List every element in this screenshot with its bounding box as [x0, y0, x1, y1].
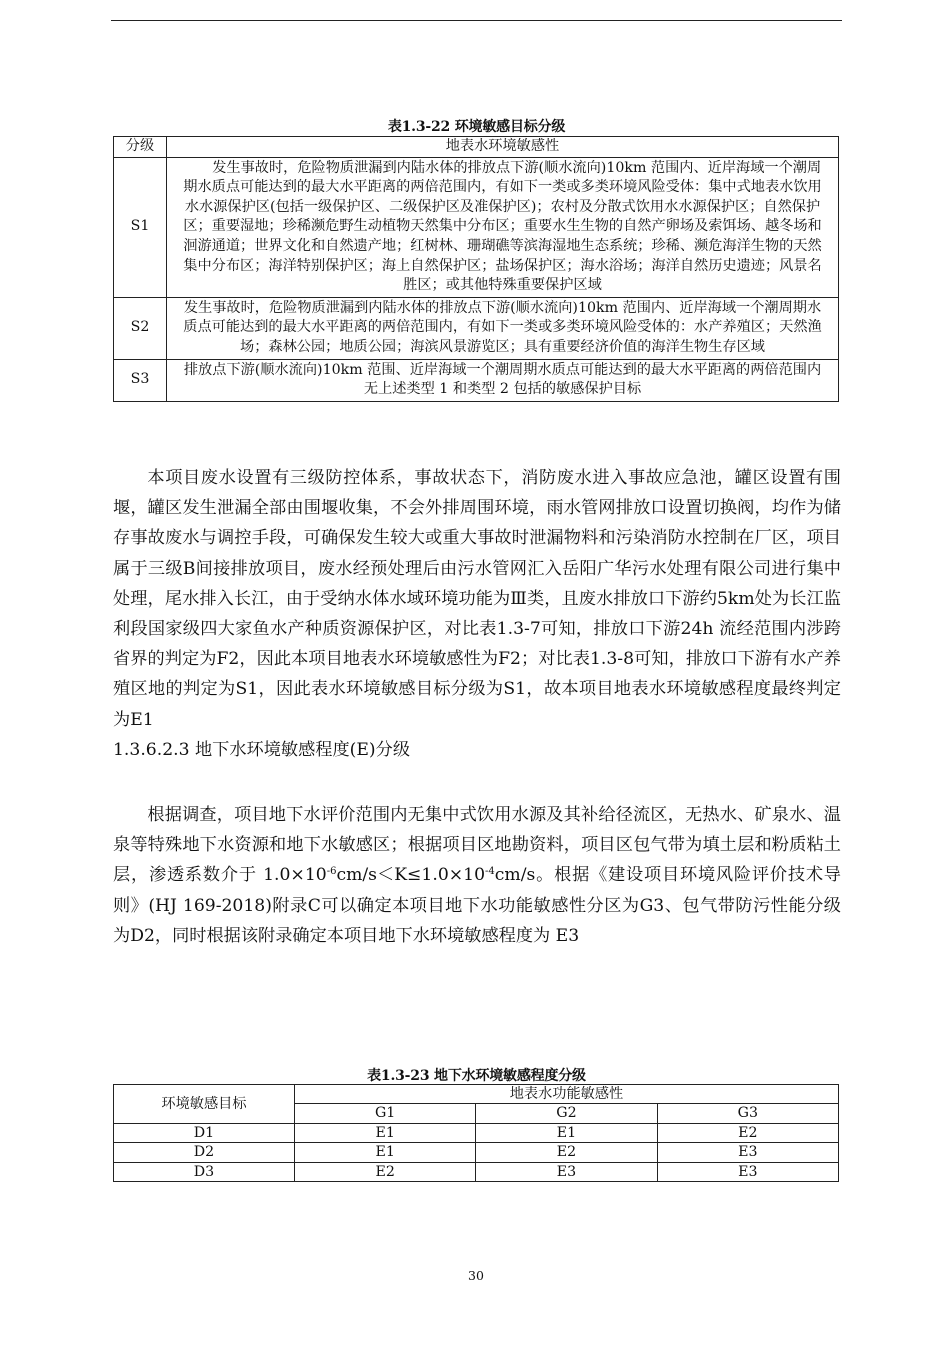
table-cell: E2: [657, 1123, 838, 1142]
row-level: S1: [114, 157, 167, 297]
row-header: 环境敏感目标: [114, 1085, 295, 1124]
exponent: -4: [485, 866, 495, 878]
table-cell: E3: [657, 1143, 838, 1162]
table-row: [114, 157, 839, 297]
section-heading: 1.3.6.2.3 地下水环境敏感程度(E)分级: [113, 739, 411, 760]
groundwater-sensitivity-table: [113, 1084, 839, 1182]
table-row: [114, 1143, 839, 1162]
table-row: [114, 1123, 839, 1142]
row-description: 排放点下游(顺水流向)10km 范围、近岸海域一个潮周期水质点可能达到的最大水平距离的两倍范围内无上述类型 1 和类型 2 包括的敏感保护目标: [167, 359, 839, 401]
table-cell: E3: [657, 1162, 838, 1181]
exponent: -6: [326, 866, 337, 878]
table-cell: E3: [476, 1162, 657, 1181]
row-label: D1: [114, 1123, 295, 1142]
header-rule: [111, 20, 842, 21]
table-cell: E1: [295, 1143, 476, 1162]
table-cell: E1: [476, 1123, 657, 1142]
col-header-sensitivity: 地表水环境敏感性: [167, 137, 839, 158]
table-cell: E1: [295, 1123, 476, 1142]
table-row: [114, 359, 839, 401]
table-row: [114, 1162, 839, 1181]
row-level: S2: [114, 297, 167, 359]
col-header: G2: [476, 1104, 657, 1123]
row-label: D3: [114, 1162, 295, 1181]
body-text-section-2: [113, 800, 841, 951]
paragraph: 本项目废水设置有三级防控体系，事故状态下，消防废水进入事故应急池，罐区设置有围堰，罐区发生泄漏全部由围堰收集，不会外排周围环境，雨水管网排放口设置切换阀，均作为储存事故废水与调控手段，可确保发生较大或重大事故时泄漏物料和污染消防水控制在厂区，项目属于三级B间接排放项目，废水经预处理后由污水管网汇入岳阳广华污水处理有限公司进行集中处理，尾水排入长江，由于受纳水体水域环境功能为Ⅲ类，且废水排放口下游约5km处为长江监利段国家级四大家鱼水产种质资源保护区，对比表1.3-7可知，排放口下游24h 流经范围内涉跨省界的判定为F2，因此本项目地表水环境敏感性为F2；对比表1.3-8可知，排放口下游有水产养殖区地的判定为S1，因此表水环境敏感目标分级为S1，故本项目地表水环境敏感程度最终判定为E1: [113, 468, 841, 730]
group-header: 地表水功能敏感性: [295, 1085, 839, 1104]
row-description: 发生事故时，危险物质泄漏到内陆水体的排放点下游(顺水流向)10km 范围内、近岸海域一个潮周期水质点可能达到的最大水平距离的两倍范围内，有如下一类或多类环境风险受体：集中式地表水饮用水水源保护区(包括一级保护区、二级保护区及准保护区)；农村及分散式饮用水水源保护区；自然保护区；重要湿地；珍稀濒危野生动植物天然集中分布区；重要水生生物的自然产卵场及索饵场、越冬场和洄游通道；世界文化和自然遗产地；红树林、珊瑚礁等滨海湿地生态系统；珍稀、濒危海洋生物的天然集中分布区；海洋特别保护区；海上自然保护区；盐场保护区；海水浴场；海洋自然历史遗迹；风景名胜区；或其他特殊重要保护区域: [167, 157, 839, 297]
page-number: 30: [468, 1268, 484, 1283]
table2-caption: 表1.3-23 地下水环境敏感程度分级: [367, 1068, 586, 1084]
body-text-section-1: [113, 463, 841, 765]
table-header-row: [114, 137, 839, 158]
paragraph: 根据调查，项目地下水评价范围内无集中式饮用水源及其补给径流区，无热水、矿泉水、温泉等特殊地下水资源和地下水敏感区；根据项目区地勘资料，项目区包气带为填土层和粉质粘土层，渗透系数介于 $1.0\times 10^{-6}cm/s<K\le 1.0\times 10^{-4}cm/s$。根据《建设项目环境风险评价技术导则》(HJ 169-2018)附录C可以确定本项目地下水功能敏感性分区为G3、包气带防污性能分级为D2，同时根据该附录确定本项目地下水环境敏感程度为 E3: [113, 805, 841, 946]
table-cell: E2: [295, 1162, 476, 1181]
row-level: S3: [114, 359, 167, 401]
environment-sensitivity-table: [113, 136, 839, 402]
table-header-row: [114, 1085, 839, 1104]
col-header: G3: [657, 1104, 838, 1123]
row-label: D2: [114, 1143, 295, 1162]
table-row: [114, 297, 839, 359]
col-header-level: 分级: [114, 137, 167, 158]
col-header: G1: [295, 1104, 476, 1123]
row-description: 发生事故时，危险物质泄漏到内陆水体的排放点下游(顺水流向)10km 范围内、近岸海域一个潮周期水质点可能达到的最大水平距离的两倍范围内，有如下一类或多类环境风险受体的：水产养殖区；天然渔场；森林公园；地质公园；海滨风景游览区；具有重要经济价值的海洋生物生存区域: [167, 297, 839, 359]
table-cell: E2: [476, 1143, 657, 1162]
table1-caption: 表1.3-22 环境敏感目标分级: [387, 119, 566, 135]
